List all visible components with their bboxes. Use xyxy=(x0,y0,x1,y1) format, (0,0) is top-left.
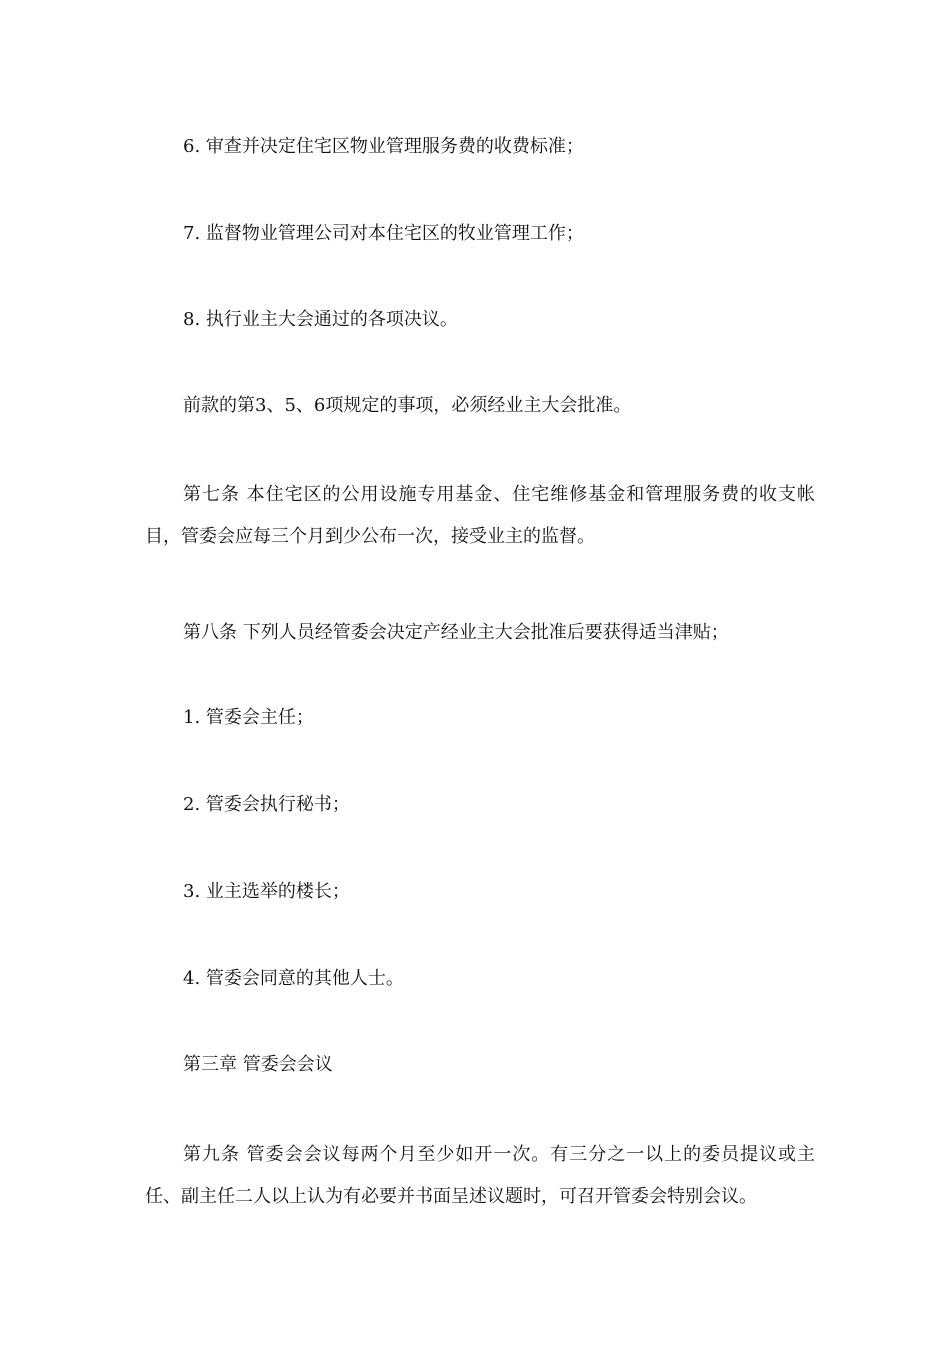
paragraph-list-2: 2. 管委会执行秘书； xyxy=(183,794,350,815)
paragraph-item-6: 6. 审查并决定住宅区物业管理服务费的收费标准； xyxy=(183,136,584,157)
paragraph-approval-note: 前款的第3、5、6项规定的事项，必须经业主大会批准。 xyxy=(183,395,632,416)
paragraph-item-8: 8. 执行业主大会通过的各项决议。 xyxy=(183,309,458,330)
paragraph-article-8: 第八条 下列人员经管委会决定产经业主大会批准后要获得适当津贴； xyxy=(183,622,729,643)
chapter-heading: 第三章 管委会会议 xyxy=(183,1054,333,1075)
paragraph-list-1: 1. 管委会主任； xyxy=(183,707,314,728)
paragraph-article-7: 第七条 本住宅区的公用设施专用基金、住宅维修基金和管理服务费的收支帐目，管委会应每三个月到少公布一次，接受业主的监督。 xyxy=(145,484,815,547)
paragraph-item-7: 7. 监督物业管理公司对本住宅区的牧业管理工作； xyxy=(183,223,584,244)
paragraph-article-9: 第九条 管委会会议每两个月至少如开一次。有三分之一以上的委员提议或主任、副主任二人以上认为有必要并书面呈述议题时，可召开管委会特别会议。 xyxy=(145,1144,815,1207)
paragraph-list-4: 4. 管委会同意的其他人士。 xyxy=(183,968,404,989)
paragraph-list-3: 3. 业主选举的楼长； xyxy=(183,881,350,902)
